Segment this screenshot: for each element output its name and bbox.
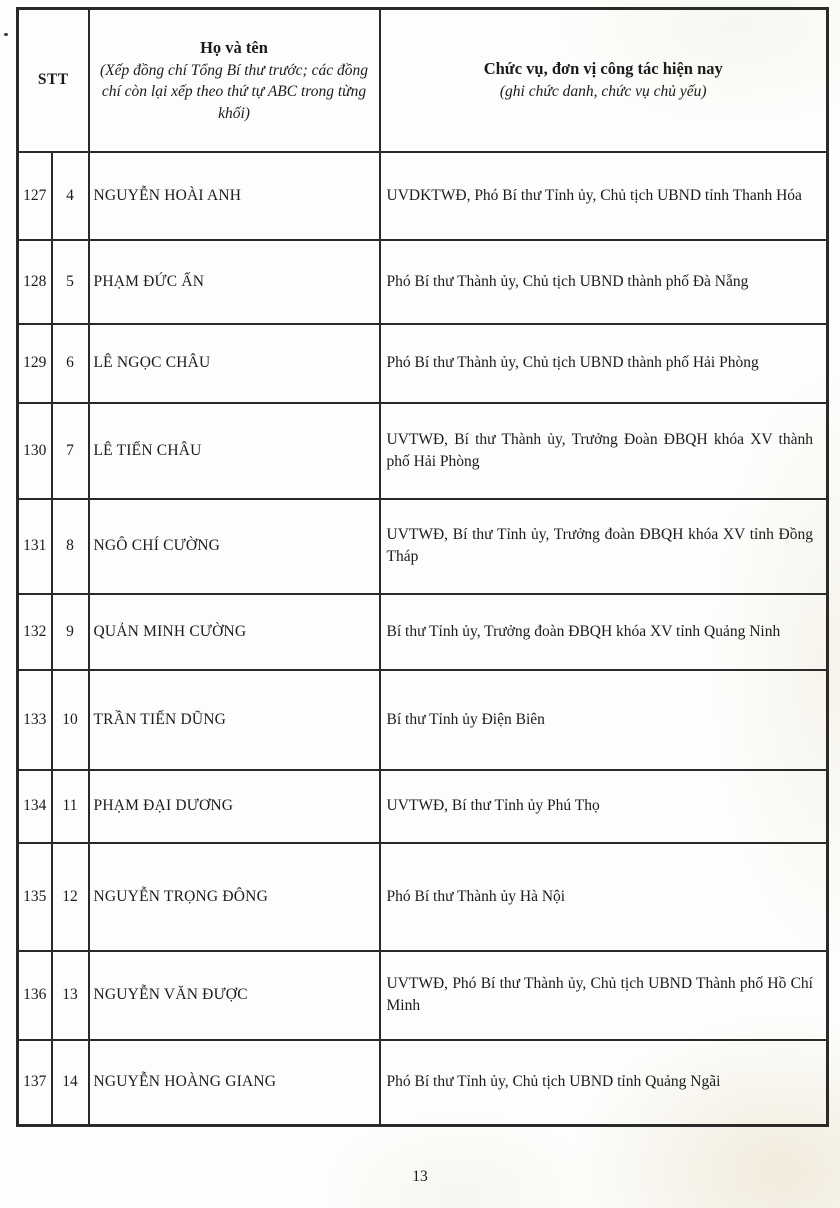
name-cell: NGUYỄN HOÀI ANH <box>89 152 380 240</box>
table-header-row <box>18 9 828 152</box>
position-cell: Phó Bí thư Tỉnh ủy, Chủ tịch UBND tỉnh Quảng Ngãi <box>380 1040 828 1126</box>
position-column-title: Chức vụ, đơn vị công tác hiện nay <box>483 58 723 78</box>
position-cell: Bí thư Tỉnh ủy Điện Biên <box>380 670 828 770</box>
stt-cell: 133 <box>18 670 52 770</box>
table-row <box>18 240 828 324</box>
name-cell: QUẢN MINH CƯỜNG <box>89 594 380 670</box>
stt-cell: 127 <box>18 152 52 240</box>
position-cell: Phó Bí thư Thành ủy Hà Nội <box>380 843 828 951</box>
name-column-title: Họ và tên <box>200 37 268 57</box>
name-cell: PHẠM ĐỨC ẤN <box>89 240 380 324</box>
group-no-cell: 12 <box>52 843 89 951</box>
name-cell: NGÔ CHÍ CƯỜNG <box>89 499 380 594</box>
position-cell: UVTWĐ, Bí thư Thành ủy, Trưởng Đoàn ĐBQH khóa XV thành phố Hải Phòng <box>380 403 828 499</box>
group-no-cell: 14 <box>52 1040 89 1126</box>
position-cell: UVTWĐ, Bí thư Tỉnh ủy, Trưởng đoàn ĐBQH khóa XV tỉnh Đồng Tháp <box>380 499 828 594</box>
stt-cell: 135 <box>18 843 52 951</box>
table-row <box>18 324 828 403</box>
stt-cell: 131 <box>18 499 52 594</box>
position-cell: UVTWĐ, Bí thư Tỉnh ủy Phú Thọ <box>380 770 828 843</box>
ink-speck <box>4 33 8 36</box>
name-cell: LÊ TIẾN CHÂU <box>89 403 380 499</box>
stt-cell: 136 <box>18 951 52 1040</box>
group-no-cell: 7 <box>52 403 89 499</box>
table-row <box>18 1040 828 1126</box>
table-row <box>18 951 828 1040</box>
stt-cell: 134 <box>18 770 52 843</box>
group-no-cell: 5 <box>52 240 89 324</box>
group-no-cell: 9 <box>52 594 89 670</box>
position-cell: Phó Bí thư Thành ủy, Chủ tịch UBND thành phố Hải Phòng <box>380 324 828 403</box>
position-cell: UVDKTWĐ, Phó Bí thư Tỉnh ủy, Chủ tịch UBND tỉnh Thanh Hóa <box>380 152 828 240</box>
page-number: 13 <box>412 1168 428 1185</box>
column-header-stt: STT <box>18 9 89 152</box>
name-cell: NGUYỄN HOÀNG GIANG <box>89 1040 380 1126</box>
position-cell: Phó Bí thư Thành ủy, Chủ tịch UBND thành phố Đà Nẵng <box>380 240 828 324</box>
column-header-name <box>89 9 380 152</box>
position-column-note: (ghi chức danh, chức vụ chủ yếu) <box>499 83 707 101</box>
name-cell: NGUYỄN TRỌNG ĐÔNG <box>89 843 380 951</box>
stt-cell: 129 <box>18 324 52 403</box>
group-no-cell: 13 <box>52 951 89 1040</box>
group-no-cell: 8 <box>52 499 89 594</box>
name-cell: TRẦN TIẾN DŨNG <box>89 670 380 770</box>
stt-cell: 137 <box>18 1040 52 1126</box>
table-row <box>18 770 828 843</box>
stt-cell: 130 <box>18 403 52 499</box>
officials-roster-table <box>16 7 829 1127</box>
table-row <box>18 499 828 594</box>
group-no-cell: 11 <box>52 770 89 843</box>
column-header-position <box>380 9 828 152</box>
name-cell: PHẠM ĐẠI DƯƠNG <box>89 770 380 843</box>
group-no-cell: 4 <box>52 152 89 240</box>
table-row <box>18 403 828 499</box>
position-cell: Bí thư Tỉnh ủy, Trưởng đoàn ĐBQH khóa XV tỉnh Quảng Ninh <box>380 594 828 670</box>
stt-cell: 128 <box>18 240 52 324</box>
table-row <box>18 152 828 240</box>
name-cell: LÊ NGỌC CHÂU <box>89 324 380 403</box>
group-no-cell: 10 <box>52 670 89 770</box>
name-cell: NGUYỄN VĂN ĐƯỢC <box>89 951 380 1040</box>
stt-cell: 132 <box>18 594 52 670</box>
table-row <box>18 594 828 670</box>
group-no-cell: 6 <box>52 324 89 403</box>
table-row <box>18 843 828 951</box>
name-column-note: (Xếp đồng chí Tổng Bí thư trước; các đồng chí còn lại xếp theo thứ tự ABC trong từng khối) <box>100 61 368 122</box>
table-row <box>18 670 828 770</box>
position-cell: UVTWĐ, Phó Bí thư Thành ủy, Chủ tịch UBND Thành phố Hồ Chí Minh <box>380 951 828 1040</box>
